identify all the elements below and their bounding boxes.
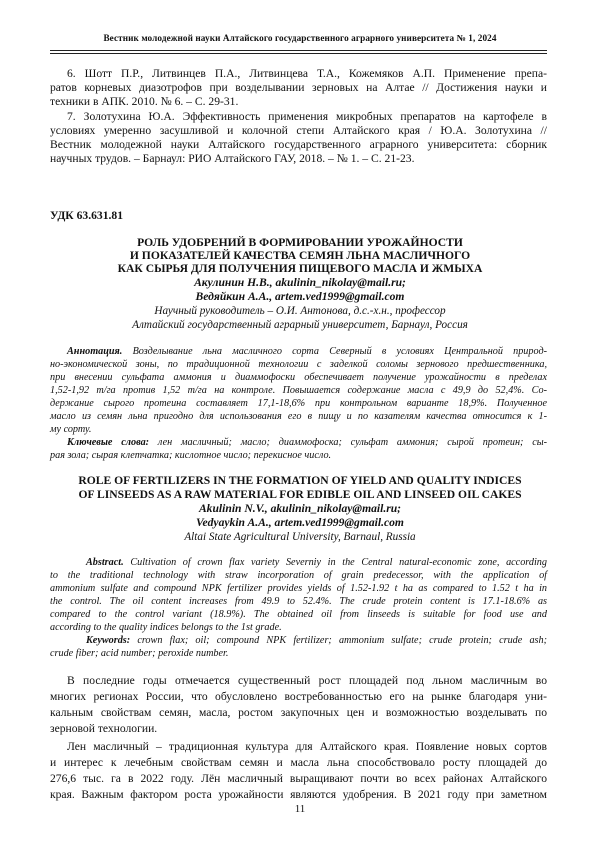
ru-abstract-line-5: держание сырого протеина составляет 17,1-18,6% при контрольном варианте 18,9%. Полученное bbox=[50, 398, 547, 409]
ru-abstract-line-4: 1,52-1,92 т/га против 1,52 т/га на контроле. Повышается содержание масла с 49,9 до 52,4%. Со- bbox=[50, 385, 547, 396]
en-keywords-line-2: crude fiber; acid number; peroxide number. bbox=[50, 648, 229, 659]
en-abstract-line-4: the control. The oil content increases from 49.9 to 52.4%. The crude protein content is 17.1-18.6% as bbox=[50, 596, 547, 607]
ru-author-1: Акулинин Н.В., akulinin_nikolay@mail.ru; bbox=[194, 276, 406, 289]
udk-code: УДК 63.631.81 bbox=[50, 209, 123, 222]
reference-7-line-3: Вестник молодежной науки Алтайского государственного аграрного университета: сборник bbox=[50, 138, 547, 151]
reference-7-line-4: научных трудов. – Барнаул: РИО Алтайского ГАУ, 2018. – № 1. – С. 21-23. bbox=[50, 152, 415, 165]
ru-keywords-line-1: Ключевые слова: лен масличный; масло; диаммофоска; сульфат аммония; сырой протеин; сы- bbox=[67, 437, 548, 448]
ru-abstract-line-1: Аннотация. Возделывание льна масличного сорта Северный в условиях Центральной природ- bbox=[67, 346, 547, 357]
en-keywords-line-1: Keywords: crown flax; oil; compound NPK fertilizer; ammonium sulfate; crude protein; crude ash; bbox=[86, 635, 548, 646]
en-abstract-line-3: ammonium sulfate and compound NPK fertilizer provides yields of 1.52-1.92 t ha as compared to 1.52 t ha in bbox=[50, 583, 547, 594]
ru-abstract-line-2: но-экономической зоны, по традиционной технологии с заделкой соломы зернового предшественника, bbox=[50, 359, 547, 370]
en-title-line-2: OF LINSEEDS AS A RAW MATERIAL FOR EDIBLE OIL AND LINSEED OIL CAKES bbox=[78, 488, 522, 501]
body-p1-line-3: кальным свойствам семян, масла, ростом закупочных цен и возможностью возделывать по bbox=[50, 706, 547, 719]
body-p1-line-2: многих регионах России, что обусловлено востребованностью его на рынке благодаря уни- bbox=[50, 690, 547, 703]
ru-abstract-line-6: масло из семян льна пригодно для использования его в пищу и по казателям качества относится к 1- bbox=[50, 411, 547, 422]
en-author-1: Akulinin N.V., akulinin_nikolay@mail.ru; bbox=[198, 502, 402, 515]
page-number: 11 bbox=[294, 803, 306, 815]
reference-6-line-2: ратов корневых диазотрофов при возделывании зерновых на Алтае // Достижения науки и bbox=[50, 81, 547, 94]
en-abstract-line-2: to the traditional technology with straw incorporation of grain predecessor, with the application of bbox=[50, 570, 547, 581]
en-abstract-line-1: Abstract. Cultivation of crown flax variety Severniy in the Central natural-economic zone, according bbox=[86, 557, 547, 568]
en-keywords-label: Keywords: bbox=[86, 635, 131, 646]
ru-title-line-1: РОЛЬ УДОБРЕНИЙ В ФОРМИРОВАНИИ УРОЖАЙНОСТИ bbox=[137, 236, 463, 249]
body-p2-line-2: и интерес к лечебным свойствам семян и масла льна способствовало росту площадей до bbox=[50, 756, 547, 769]
en-title-line-1: ROLE OF FERTILIZERS IN THE FORMATION OF YIELD AND QUALITY INDICES bbox=[78, 474, 522, 487]
ru-abstract-line-7: му сорту. bbox=[50, 424, 92, 435]
body-p2-line-1: Лен масличный – традиционная культура для Алтайского края. Появление новых сортов bbox=[67, 740, 547, 753]
ru-title-line-3: КАК СЫРЬЯ ДЛЯ ПОЛУЧЕНИЯ ПИЩЕВОГО МАСЛА И ЖМЫХА bbox=[117, 262, 483, 275]
en-abstract-line-6: according to the quality indices belongs to the 1st grade. bbox=[50, 622, 282, 633]
body-p1-line-1: В последние годы отмечается существенный рост площадей под льном масличным во bbox=[67, 674, 547, 687]
header-rule-thin bbox=[50, 53, 547, 54]
body-p1-line-4: зерновой технологии. bbox=[50, 722, 158, 735]
en-affiliation: Altai State Agricultural University, Barnaul, Russia bbox=[184, 531, 416, 543]
ru-title-line-2: И ПОКАЗАТЕЛЕЙ КАЧЕСТВА СЕМЯН ЛЬНА МАСЛИЧНОГО bbox=[129, 249, 471, 262]
en-abstract-label: Abstract. bbox=[86, 557, 124, 568]
reference-6-line-3: техники в АПК. 2010. № 6. – С. 29-31. bbox=[50, 95, 239, 108]
reference-7-line-1: 7. Золотухина Ю.А. Эффективность применения микробных препаратов на картофеле в bbox=[67, 110, 547, 123]
header-rule-thick bbox=[50, 50, 547, 51]
ru-abstract-label: Аннотация. bbox=[67, 346, 123, 357]
ru-keywords-line-2: рая зола; сырая клетчатка; кислотное число; перекисное число. bbox=[50, 450, 332, 461]
reference-7-line-2: условиях умеренно засушливой и колочной степи Алтайского края / Ю.А. Золотухина // bbox=[50, 124, 547, 137]
ru-affiliation: Алтайский государственный аграрный университет, Барнаул, Россия bbox=[132, 319, 468, 331]
en-author-2: Vedyaykin A.A., artem.ved1999@gmail.com bbox=[196, 516, 404, 529]
ru-abstract-line-3: при внесении сульфата аммония и диаммофоски обеспечивает получение урожайности в пределах bbox=[50, 372, 547, 383]
body-p2-line-3: 276,6 тыс. га в 2022 году. Лён масличный выращивают почти во всех районах Алтайского bbox=[50, 772, 547, 785]
reference-6-line-1: 6. Шотт П.Р., Литвинцев П.А., Литвинцева Т.А., Кожемяков А.П. Применение препа- bbox=[67, 67, 547, 80]
ru-author-2: Ведяйкин А.А., artem.ved1999@gmail.com bbox=[195, 290, 405, 303]
journal-header: Вестник молодежной науки Алтайского государственного аграрного университета № 1, 2024 bbox=[103, 33, 497, 43]
body-p2-line-4: края. Важным фактором роста урожайности являются удобрения. В 2021 году при заметном bbox=[50, 788, 547, 801]
ru-supervisor: Научный руководитель – О.И. Антонова, д.с.-х.н., профессор bbox=[154, 305, 446, 317]
ru-keywords-label: Ключевые слова: bbox=[67, 437, 150, 448]
en-abstract-line-5: compared to the control variant (18.9%). The obtained oil from linseeds is suitable for food use and bbox=[50, 609, 547, 620]
